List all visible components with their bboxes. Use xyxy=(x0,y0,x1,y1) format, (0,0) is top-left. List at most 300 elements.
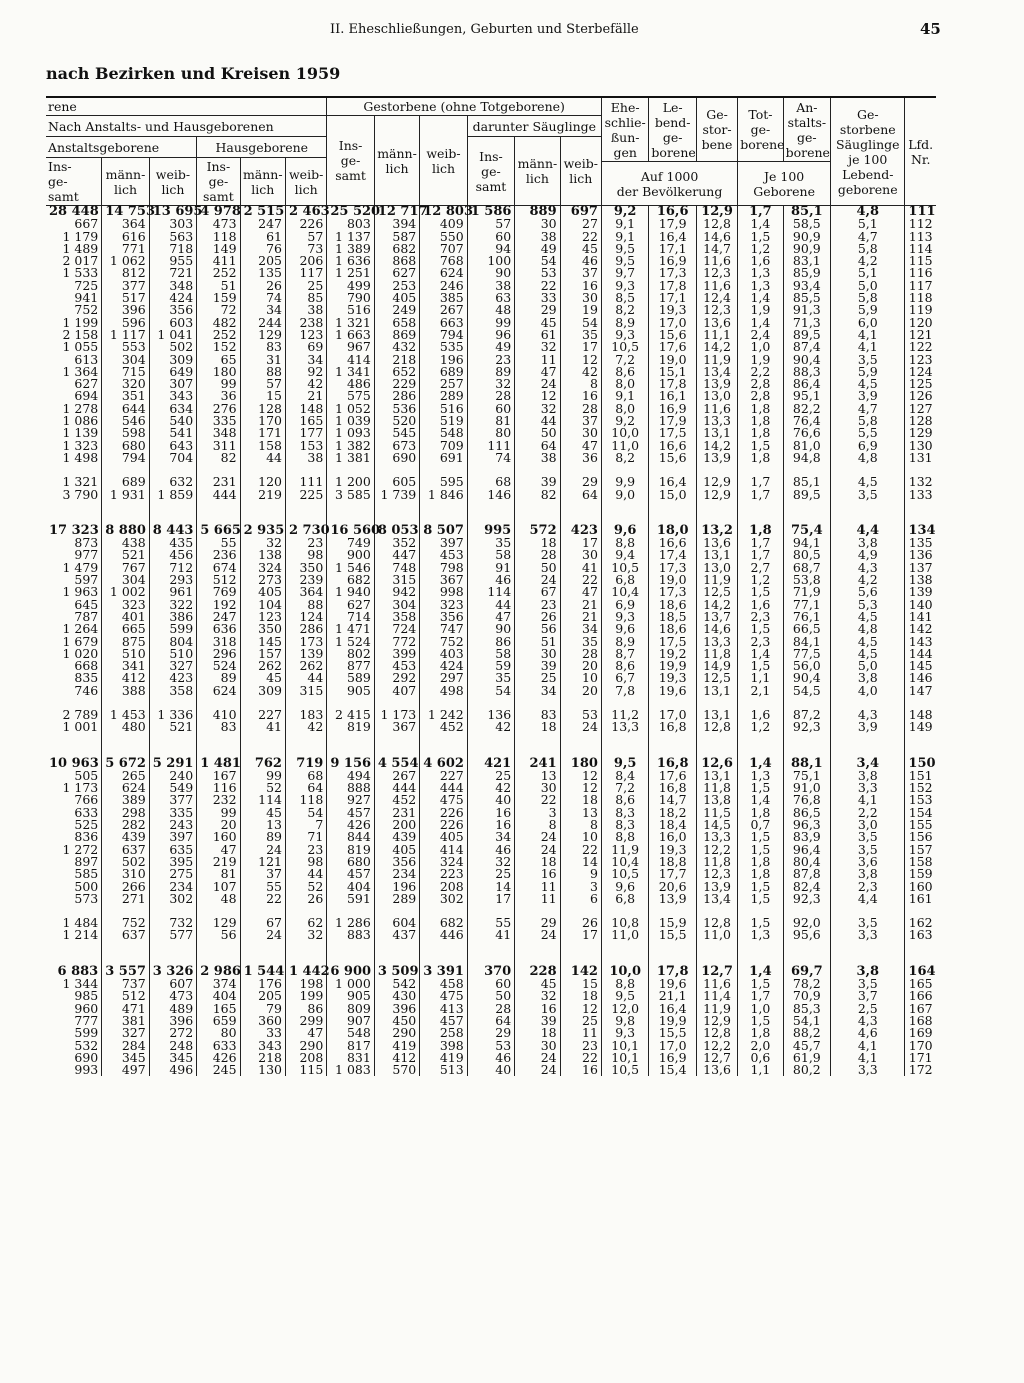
table-cell: 172 xyxy=(905,1064,936,1076)
table-cell: 310 xyxy=(102,868,149,880)
table-cell: 14,2 xyxy=(696,440,737,452)
table-cell: 167 xyxy=(905,1003,936,1015)
table-cell: 1 139 xyxy=(62,425,99,441)
table-cell: 61,9 xyxy=(783,1052,830,1064)
table-cell: 649 xyxy=(149,366,196,378)
table-cell: 29 xyxy=(467,1027,514,1039)
table-cell: 624 xyxy=(420,267,467,279)
table-cell: 177 xyxy=(285,427,326,439)
table-cell: 262 xyxy=(285,660,326,672)
table-cell: 12,3 xyxy=(696,267,737,279)
table-cell: 570 xyxy=(374,1064,419,1076)
table-cell: 424 xyxy=(420,660,467,672)
table-cell: 24 xyxy=(515,929,560,941)
table-cell: 4,3 xyxy=(831,709,905,721)
table-cell: 83,1 xyxy=(783,255,830,267)
table-cell: 689 xyxy=(420,366,467,378)
table-cell: 12 xyxy=(560,782,601,794)
table-cell: 9,1 xyxy=(601,390,648,402)
table-cell: 91 xyxy=(467,562,514,574)
spacer-cell xyxy=(831,734,905,758)
table-cell: 265 xyxy=(102,770,149,782)
header-deaths-male: männ- lich xyxy=(374,116,419,206)
table-cell: 257 xyxy=(420,378,467,390)
table-cell: 136 xyxy=(467,709,514,721)
table-cell: 299 xyxy=(285,1015,326,1027)
table-spacer xyxy=(46,734,936,758)
table-cell: 53 xyxy=(560,709,601,721)
table-cell: 1 389 xyxy=(327,243,374,255)
table-cell: 17,8 xyxy=(649,280,696,292)
table-cell: 5,9 xyxy=(831,366,905,378)
table-cell: 667 xyxy=(74,216,99,232)
table-cell: 1 341 xyxy=(327,366,374,378)
table-cell: 1,5 xyxy=(738,782,783,794)
table-cell: 682 xyxy=(374,243,419,255)
table-cell: 2,2 xyxy=(738,366,783,378)
table-cell: 10,4 xyxy=(601,856,648,868)
table-cell: 348 xyxy=(149,280,196,292)
table-cell: 2 415 xyxy=(327,709,374,721)
table-cell: 44 xyxy=(515,415,560,427)
table-cell: 142 xyxy=(905,623,936,635)
table-cell: 1,1 xyxy=(738,672,783,684)
table-cell: 1,5 xyxy=(738,231,783,243)
table-cell: 286 xyxy=(285,623,326,635)
table-cell: 13,3 xyxy=(696,831,737,843)
table-cell: 33 xyxy=(240,1027,285,1039)
table-cell: 955 xyxy=(149,255,196,267)
table-cell: 19,0 xyxy=(649,574,696,586)
table-cell: 267 xyxy=(374,770,419,782)
spacer-cell xyxy=(285,501,326,525)
table-cell: 8,5 xyxy=(601,292,648,304)
table-cell: 16 xyxy=(467,819,514,831)
table-cell: 475 xyxy=(420,990,467,1002)
table-cell: 34 xyxy=(240,304,285,316)
table-cell: 266 xyxy=(102,881,149,893)
table-cell: 7,2 xyxy=(601,782,648,794)
table-cell: 13,6 xyxy=(696,537,737,549)
table-cell: 218 xyxy=(374,354,419,366)
table-cell: 714 xyxy=(327,611,374,623)
table-cell: 136 xyxy=(905,549,936,561)
table-cell: 883 xyxy=(327,929,374,941)
table-cell: 12 717 xyxy=(374,206,419,219)
spacer-cell xyxy=(240,942,285,966)
table-cell: 1,7 xyxy=(738,990,783,1002)
table-cell: 85,3 xyxy=(783,1003,830,1015)
table-cell: 1,8 xyxy=(738,807,783,819)
table-cell: 1 940 xyxy=(327,586,374,598)
table-cell: 1 055 xyxy=(62,339,99,355)
table-cell: 1,8 xyxy=(738,403,783,415)
table-cell: 405 xyxy=(374,292,419,304)
table-cell: 8,6 xyxy=(601,366,648,378)
table-cell: 9,6 xyxy=(601,881,648,893)
table-cell: 234 xyxy=(149,881,196,893)
table-cell: 682 xyxy=(420,917,467,929)
table-cell: 24 xyxy=(515,378,560,390)
spacer-cell xyxy=(696,501,737,525)
table-cell: 1 041 xyxy=(149,329,196,341)
table-cell: 196 xyxy=(420,354,467,366)
table-cell: 345 xyxy=(149,1052,196,1064)
table-cell: 129 xyxy=(240,329,285,341)
table-cell: 87,2 xyxy=(783,709,830,721)
table-cell: 398 xyxy=(420,1040,467,1052)
table-cell: 82 xyxy=(197,452,240,464)
table-cell: 345 xyxy=(102,1052,149,1064)
table-cell: 587 xyxy=(374,231,419,243)
spacer-cell xyxy=(327,501,374,525)
header-institution-male: männ- lich xyxy=(102,158,149,206)
table-cell: 42 xyxy=(560,366,601,378)
table-cell: 613 xyxy=(74,351,99,367)
spacer-cell xyxy=(285,942,326,966)
table-cell: 374 xyxy=(197,978,240,990)
table-cell: 16 xyxy=(515,868,560,880)
table-cell: 388 xyxy=(102,685,149,697)
table-cell: 348 xyxy=(197,427,240,439)
header-deaths-female: weib- lich xyxy=(420,116,467,206)
table-cell: 245 xyxy=(197,1064,240,1076)
spacer-cell xyxy=(560,734,601,758)
table-cell: 412 xyxy=(374,1052,419,1064)
table-cell: 55 xyxy=(467,917,514,929)
table-cell: 99 xyxy=(240,770,285,782)
table-cell: 17,6 xyxy=(649,770,696,782)
table-cell: 83 xyxy=(515,709,560,721)
table-cell: 624 xyxy=(102,782,149,794)
spacer-cell xyxy=(149,501,196,525)
table-cell: 3,8 xyxy=(831,966,905,978)
table-cell: 4,1 xyxy=(831,341,905,353)
table-cell: 512 xyxy=(102,990,149,1002)
table-cell: 0,6 xyxy=(738,1052,783,1064)
table-cell: 11,8 xyxy=(696,782,737,794)
header-infants-total: Ins- ge- samt xyxy=(467,137,514,206)
table-cell: 131 xyxy=(905,452,936,464)
table-cell: 123 xyxy=(285,329,326,341)
table-cell: 54 xyxy=(285,807,326,819)
table-cell: 88,3 xyxy=(783,366,830,378)
table-cell: 52 xyxy=(240,782,285,794)
table-cell: 1 479 xyxy=(62,559,99,575)
table-cell: 32 xyxy=(240,537,285,549)
table-cell: 56,0 xyxy=(783,660,830,672)
spacer-cell xyxy=(831,501,905,525)
table-cell: 21,1 xyxy=(649,990,696,1002)
table-cell: 4,1 xyxy=(831,794,905,806)
table-cell: 205 xyxy=(240,990,285,1002)
table-cell: 8,6 xyxy=(601,794,648,806)
table-cell: 1 272 xyxy=(62,841,99,857)
spacer-cell xyxy=(738,501,783,525)
table-cell: 405 xyxy=(240,586,285,598)
table-cell: 49 xyxy=(515,243,560,255)
table-cell: 674 xyxy=(197,562,240,574)
table-cell: 439 xyxy=(374,831,419,843)
table-cell: 9,0 xyxy=(601,489,648,501)
table-cell: 23 xyxy=(515,599,560,611)
table-cell: 289 xyxy=(420,390,467,402)
table-cell: 30 xyxy=(560,427,601,439)
table-cell: 1 442 xyxy=(285,966,326,978)
table-cell: 112 xyxy=(905,218,936,230)
table-cell: 35 xyxy=(467,672,514,684)
table-cell: 13,1 xyxy=(696,685,737,697)
table-cell: 1 242 xyxy=(420,709,467,721)
table-cell: 36 xyxy=(197,390,240,402)
table-cell: 747 xyxy=(420,623,467,635)
table-cell: 46 xyxy=(467,574,514,586)
table-cell: 663 xyxy=(420,317,467,329)
table-cell: 512 xyxy=(197,574,240,586)
table-cell: 13,9 xyxy=(696,881,737,893)
table-cell: 14,7 xyxy=(649,794,696,806)
table-cell: 457 xyxy=(327,807,374,819)
table-cell: 45 xyxy=(560,243,601,255)
table-cell: 907 xyxy=(327,1015,374,1027)
table-cell: 98 xyxy=(285,856,326,868)
table-cell: 817 xyxy=(327,1040,374,1052)
table-cell: 1 963 xyxy=(62,584,99,600)
table-cell: 1 214 xyxy=(62,927,99,943)
table-cell: 18,0 xyxy=(649,525,696,537)
table-cell: 89 xyxy=(240,831,285,843)
table-cell: 64 xyxy=(560,489,601,501)
table-cell: 1 001 xyxy=(62,719,99,735)
table-cell: 223 xyxy=(420,868,467,880)
table-cell: 3,8 xyxy=(831,868,905,880)
table-cell: 129 xyxy=(905,427,936,439)
table-cell: 712 xyxy=(149,562,196,574)
spacer-cell xyxy=(374,501,419,525)
header-home-total: Ins- ge- samt xyxy=(197,158,240,206)
table-cell: 22 xyxy=(560,1052,601,1064)
table-cell: 1,8 xyxy=(738,525,783,537)
table-cell: 99 xyxy=(197,807,240,819)
table-cell: 553 xyxy=(102,341,149,353)
table-cell: 147 xyxy=(905,685,936,697)
table-cell: 17,0 xyxy=(649,709,696,721)
table-cell: 1 336 xyxy=(149,709,196,721)
table-cell: 536 xyxy=(374,403,419,415)
table-cell: 0,7 xyxy=(738,819,783,831)
table-cell: 411 xyxy=(197,255,240,267)
spacer-cell xyxy=(783,942,830,966)
table-cell: 229 xyxy=(374,378,419,390)
table-cell: 1,5 xyxy=(738,660,783,672)
table-cell: 689 xyxy=(102,476,149,488)
table-cell: 16,0 xyxy=(649,831,696,843)
table-cell: 4,8 xyxy=(831,623,905,635)
table-cell: 548 xyxy=(420,427,467,439)
table-cell: 12 xyxy=(560,770,601,782)
table-cell: 535 xyxy=(420,341,467,353)
table-cell: 5,3 xyxy=(831,599,905,611)
table-cell: 114 xyxy=(905,243,936,255)
table-cell: 13,1 xyxy=(696,549,737,561)
table-cell: 450 xyxy=(374,1015,419,1027)
table-cell: 13,6 xyxy=(696,1064,737,1076)
table-cell: 11,0 xyxy=(601,440,648,452)
table-cell: 447 xyxy=(374,549,419,561)
table-cell: 54 xyxy=(467,685,514,697)
table-cell: 315 xyxy=(285,685,326,697)
table-cell: 12 803 xyxy=(420,206,467,219)
table-cell: 407 xyxy=(374,685,419,697)
header-infant-deaths: Ge- storbene Säuglinge je 100 Lebend- geborene xyxy=(831,97,905,206)
table-cell: 16,9 xyxy=(649,255,696,267)
table-cell: 90,4 xyxy=(783,672,830,684)
table-cell: 6 900 xyxy=(327,966,374,978)
spacer-cell xyxy=(46,734,102,758)
table-cell: 16 xyxy=(560,280,601,292)
table-cell: 652 xyxy=(374,366,419,378)
table-cell: 3,7 xyxy=(831,990,905,1002)
table-cell: 309 xyxy=(240,685,285,697)
table-cell: 18 xyxy=(515,856,560,868)
header-lfd-nr: Lfd. Nr. xyxy=(905,97,936,206)
table-cell: 680 xyxy=(327,856,374,868)
table-cell: 1,5 xyxy=(738,831,783,843)
table-cell: 272 xyxy=(149,1027,196,1039)
table-cell: 9,5 xyxy=(601,255,648,267)
table-cell: 13 695 xyxy=(149,206,196,219)
table-cell: 385 xyxy=(420,292,467,304)
table-cell: 83 xyxy=(240,341,285,353)
table-cell: 18,8 xyxy=(649,856,696,868)
table-cell: 16 xyxy=(515,1003,560,1015)
table-cell: 10 xyxy=(560,672,601,684)
table-cell: 58 xyxy=(467,648,514,660)
table-cell: 276 xyxy=(197,403,240,415)
table-cell: 29 xyxy=(515,304,560,316)
table-cell: 46 xyxy=(467,1052,514,1064)
table-cell: 16,8 xyxy=(649,782,696,794)
table-cell: 772 xyxy=(374,636,419,648)
table-row xyxy=(46,452,936,464)
table-cell: 545 xyxy=(374,427,419,439)
table-cell: 93,4 xyxy=(783,280,830,292)
table-cell: 50 xyxy=(515,427,560,439)
table-cell: 11,1 xyxy=(696,329,737,341)
table-cell: 1,3 xyxy=(738,280,783,292)
table-cell: 4,3 xyxy=(831,562,905,574)
table-cell: 323 xyxy=(420,599,467,611)
table-cell: 13,3 xyxy=(696,415,737,427)
table-cell: 367 xyxy=(420,574,467,586)
table-cell: 273 xyxy=(240,574,285,586)
table-cell: 516 xyxy=(420,403,467,415)
table-cell: 162 xyxy=(905,917,936,929)
table-cell: 1 083 xyxy=(327,1064,374,1076)
spacer-cell xyxy=(649,942,696,966)
table-cell: 423 xyxy=(149,672,196,684)
table-cell: 4,5 xyxy=(831,648,905,660)
table-cell: 444 xyxy=(420,782,467,794)
table-cell: 482 xyxy=(197,317,240,329)
table-cell: 542 xyxy=(374,978,419,990)
table-cell: 1,7 xyxy=(738,537,783,549)
table-cell: 5,9 xyxy=(831,304,905,316)
table-cell: 30 xyxy=(560,292,601,304)
table-cell: 208 xyxy=(420,881,467,893)
table-cell: 18 xyxy=(560,794,601,806)
table-cell: 92,3 xyxy=(783,893,830,905)
table-cell: 680 xyxy=(102,440,149,452)
table-cell: 769 xyxy=(197,586,240,598)
table-cell: 10,1 xyxy=(601,1040,648,1052)
table-cell: 5,5 xyxy=(831,427,905,439)
table-cell: 691 xyxy=(420,452,467,464)
table-cell: 158 xyxy=(240,440,285,452)
table-cell: 252 xyxy=(197,329,240,341)
table-cell: 635 xyxy=(149,844,196,856)
statistics-table xyxy=(46,96,936,1076)
table-cell: 244 xyxy=(240,317,285,329)
table-cell: 65 xyxy=(197,354,240,366)
table-cell: 81,0 xyxy=(783,440,830,452)
table-cell: 412 xyxy=(102,672,149,684)
table-cell: 414 xyxy=(420,844,467,856)
spacer-cell xyxy=(601,734,648,758)
table-cell: 246 xyxy=(420,280,467,292)
table-cell: 91,0 xyxy=(783,782,830,794)
table-cell: 358 xyxy=(149,685,196,697)
table-cell: 153 xyxy=(285,440,326,452)
table-cell: 26 xyxy=(515,611,560,623)
table-cell: 873 xyxy=(74,535,99,551)
table-cell: 8,8 xyxy=(601,831,648,843)
table-cell: 3,4 xyxy=(831,758,905,770)
table-cell: 12,3 xyxy=(696,868,737,880)
table-cell: 34 xyxy=(515,685,560,697)
table-cell: 787 xyxy=(74,608,99,624)
table-cell: 25 xyxy=(285,280,326,292)
table-cell: 34 xyxy=(467,831,514,843)
table-cell: 794 xyxy=(420,329,467,341)
table-cell: 2 935 xyxy=(240,525,285,537)
table-cell: 12,4 xyxy=(696,292,737,304)
table-cell: 86 xyxy=(467,636,514,648)
table-cell: 315 xyxy=(374,574,419,586)
table-cell: 724 xyxy=(374,623,419,635)
table-cell: 1 679 xyxy=(62,633,99,649)
table-cell: 130 xyxy=(240,1064,285,1076)
table-cell: 14,2 xyxy=(696,341,737,353)
table-cell: 95,6 xyxy=(783,929,830,941)
table-cell: 521 xyxy=(149,721,196,733)
table-cell: 658 xyxy=(374,317,419,329)
spacer-cell xyxy=(515,942,560,966)
table-cell: 28 xyxy=(515,549,560,561)
table-cell: 231 xyxy=(197,476,240,488)
table-cell: 151 xyxy=(905,770,936,782)
table-cell: 47 xyxy=(560,440,601,452)
table-cell: 15,9 xyxy=(649,917,696,929)
table-cell: 37 xyxy=(240,868,285,880)
table-cell: 258 xyxy=(420,1027,467,1039)
table-cell: 1 524 xyxy=(327,636,374,648)
table-cell: 961 xyxy=(149,586,196,598)
table-cell: 532 xyxy=(74,1037,99,1053)
table-cell: 160 xyxy=(197,831,240,843)
table-cell: 9,3 xyxy=(601,280,648,292)
table-cell: 18,2 xyxy=(649,807,696,819)
